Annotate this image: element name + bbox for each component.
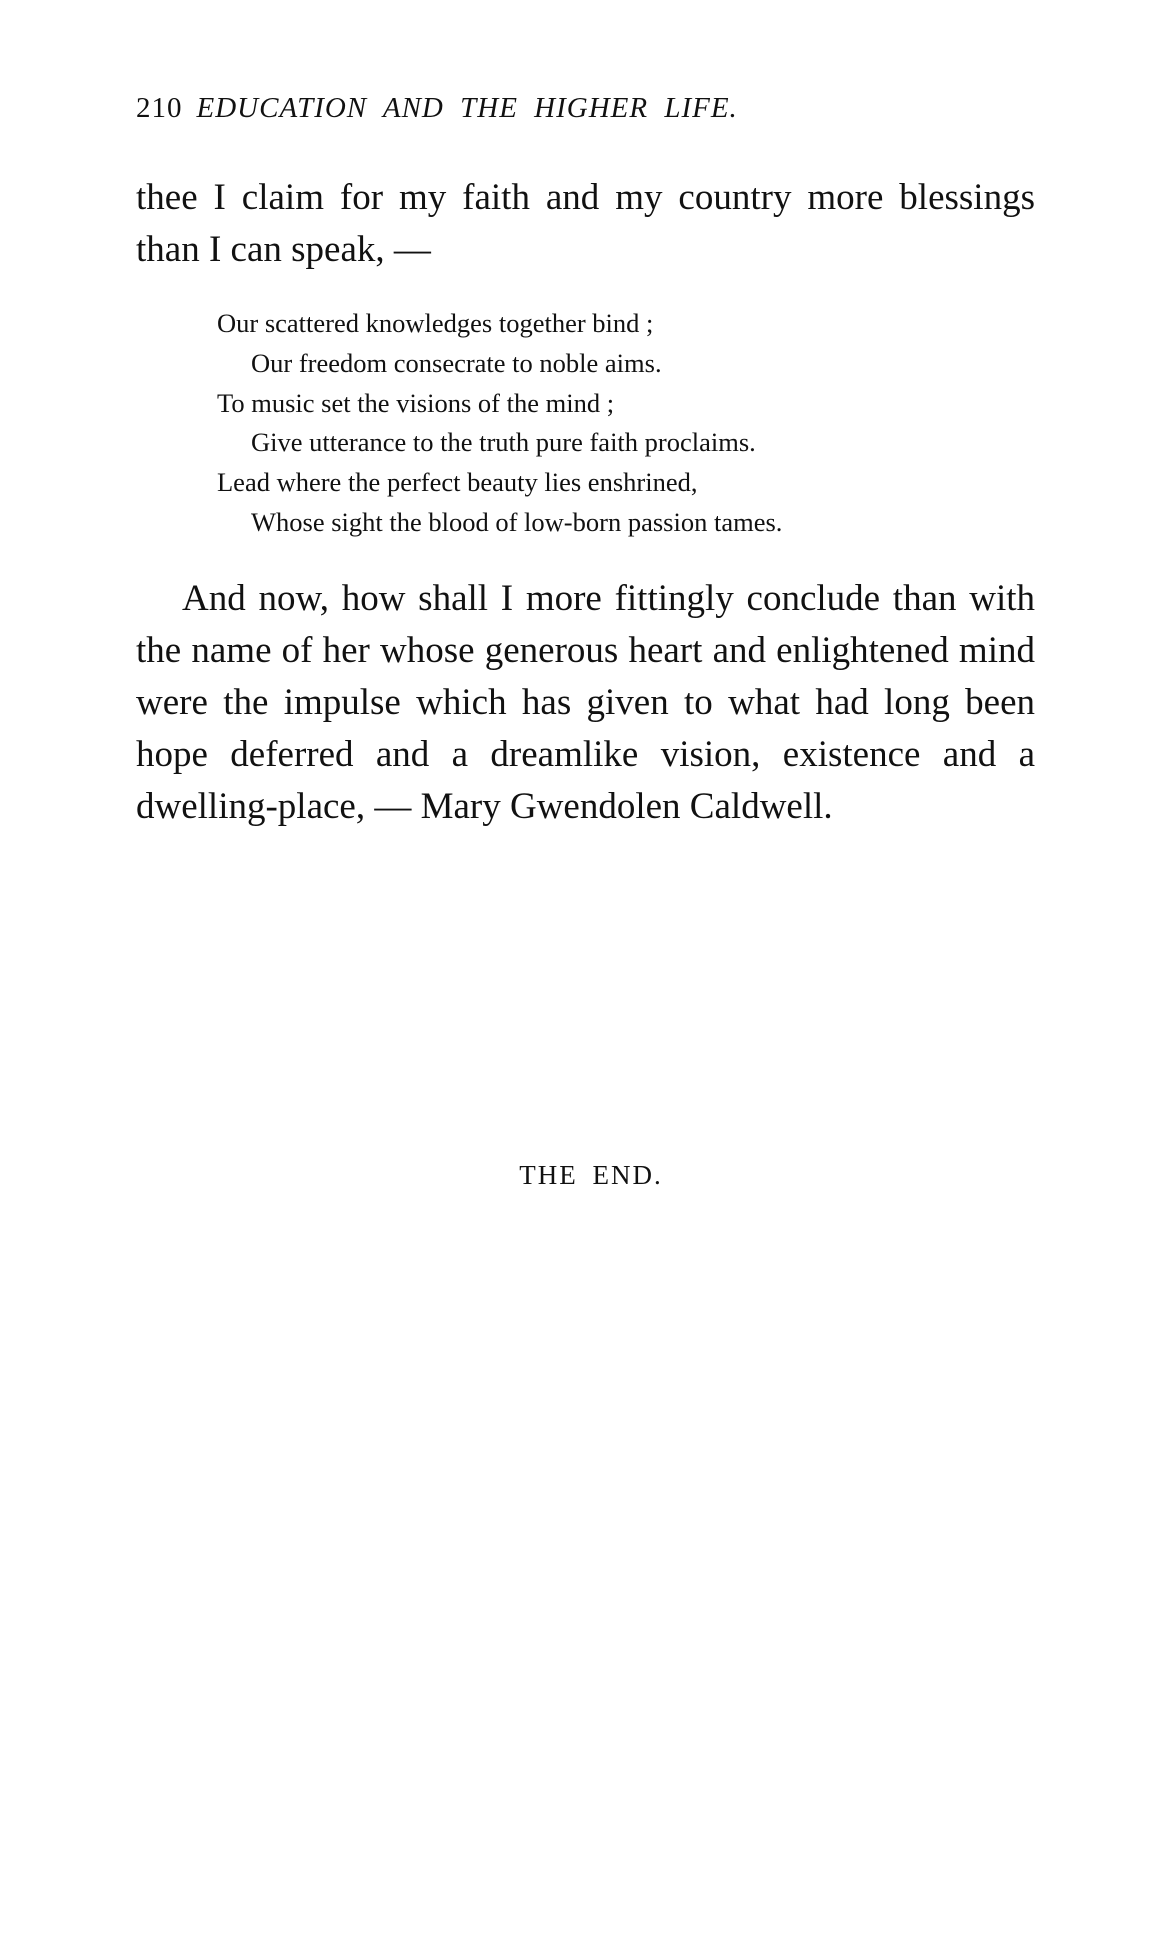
poem-line: Our scattered knowledges together bind ; xyxy=(217,308,654,338)
poem-line: To music set the visions of the mind ; xyxy=(217,387,615,418)
poem-stanza xyxy=(217,304,782,543)
poem-line: Give utterance to the truth pure faith proclaims. xyxy=(251,427,756,458)
poem-line: Whose sight the blood of low-born passion tames. xyxy=(251,506,783,537)
running-header xyxy=(136,92,738,125)
paragraph-continuation: thee I claim for my faith and my country more blessings than I can speak, — xyxy=(136,177,1035,270)
poem-line: Our freedom consecrate to noble aims. xyxy=(251,347,662,378)
poem-line: Lead where the perfect beauty lies enshrined, xyxy=(217,467,698,498)
closing-paragraph: And now, how shall I more fittingly conclude than with the name of her whose generous heart and enlightened mind were the impulse which has given to what had long been hope deferred and a dreamlike vision, existence and a dwelling-place, — Mary Gwendolen Caldwell. xyxy=(136,578,1035,827)
page-number: 210 xyxy=(136,92,183,124)
the-end-marker: THE END. xyxy=(519,1160,663,1190)
running-title: EDUCATION AND THE HIGHER LIFE. xyxy=(196,92,738,124)
